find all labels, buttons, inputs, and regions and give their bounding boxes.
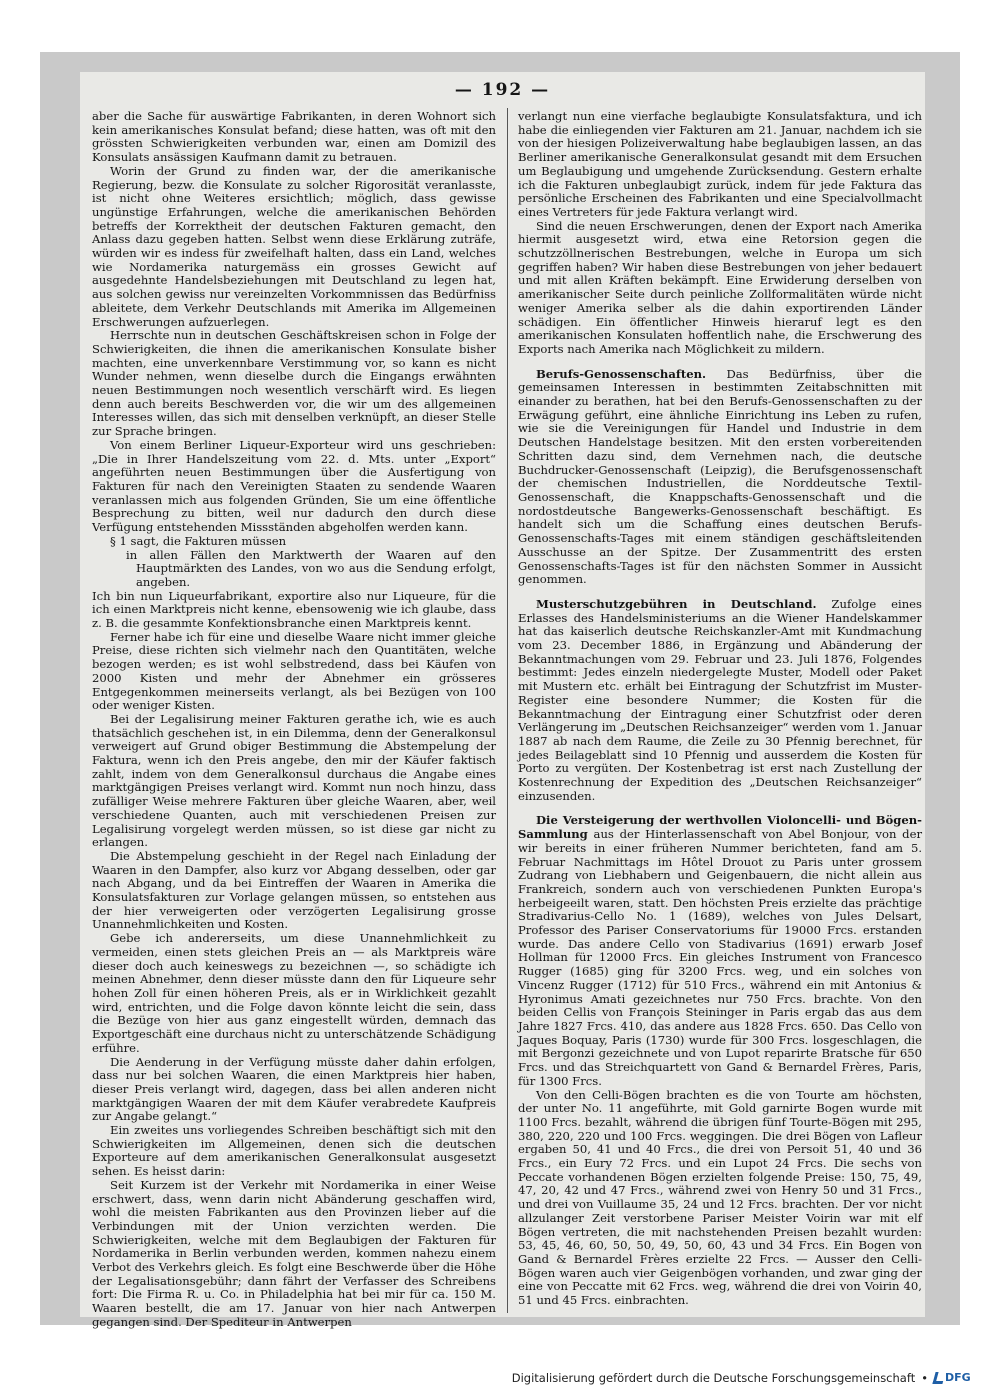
paragraph: Herrschte nun in deutschen Geschäftskreisen schon in Folge der Schwierigkeiten, die ihnen die amerikanischen Konsulate bisher machten, eine unverkennbare Verstimmung vor, so kann es nicht Wunder nehmen, wenn dieselbe durch die Eingangs erwähnten neuen Bestimmungen noch wesentlich verschärft wird. Es liegen denn auch bereits Beschwerden vor, die wir um des allgemeinen Interesses willen, das sich mit denselben verknüpft, an dieser Stelle zur Sprache bringen. <box>92 328 496 439</box>
left-column <box>92 109 496 1329</box>
digitization-footer <box>511 1370 971 1386</box>
column-divider <box>507 108 508 1313</box>
paragraph: Seit Kurzem ist der Verkehr mit Nordamerika in einer Weise erschwert, dass, wenn darin nicht Abänderung geschaffen wird, wohl die meisten Fabrikanten aus den Provinzen lieber auf die Verbindungen mit der Union verzichten werden. Die Schwierigkeiten, welche mit dem Beglaubigen der Fakturen für Nordamerika in Berlin verbunden werden, kommen nahezu einem Verbot des Verkehrs gleich. Es folgt eine Beschwerde über die Höhe der Legalisationsgebühr; dann fährt der Verfasser des Schreibens fort: Die Firma R. u. Co. in Philadelphia hat bei mir für ca. 150 M. Waaren bestellt, die am 17. Januar von hier nach Antwerpen gegangen sind. Der Spediteur in Antwerpen <box>92 1177 496 1329</box>
paragraph: Ein zweites uns vorliegendes Schreiben beschäftigt sich mit den Schwierigkeiten im Allgemeinen, denen sich die deutschen Exporteure auf dem amerikanischen Generalkonsulat ausgesetzt sehen. Es heisst darin: <box>92 1123 496 1179</box>
footer-separator: • <box>921 1371 928 1385</box>
article-heading: Musterschutzgebühren in Deutschland. <box>536 596 817 611</box>
paragraph: Die Abstempelung geschieht in der Regel nach Einladung der Waaren in den Dampfer, also kurz vor Abgang desselben, oder gar nach Abgang, und da bei Eintreffen der Waaren in Amerika die Konsulatsfakturen zur Vorlage gelangen müssen, so entstehen aus der hier verweigerten oder verzögerten Legalisirung grosse Unannehmlichkeiten und Kosten. <box>92 848 496 932</box>
paragraph: Die Aenderung in der Verfügung müsste daher dahin erfolgen, dass nur bei solchen Waaren, die einen Marktpreis hier haben, dieser Preis verlangt wird, dagegen, dass bei allen anderen nicht marktgängigen Waaren der mit dem Käufer verabredete Kaufpreis zur Angabe gelangt.“ <box>92 1054 496 1124</box>
paragraph: aber die Sache für auswärtige Fabrikanten, in deren Wohnort sich kein amerikanisches Konsulat befand; diese hatten, was oft mit den grössten Schwierigkeiten verbunden war, einen am Domizil des Konsulats ansässigen Kaufmann damit zu betrauen. <box>92 109 496 165</box>
footer-text: Digitalisierung gefördert durch die Deutsche Forschungsgemeinschaft <box>511 1371 916 1385</box>
paragraph: Von den Celli-Bögen brachten es die von Tourte am höchsten, der unter No. 11 angeführte, mit Gold garnirte Bogen wurde mit 1100 Frcs. bezahlt, während die übrigen fünf Tourte-Bögen mit 295, 380, 220, 220 und 100 Frcs. weggingen. Die drei Bögen von Lafleur ergaben 50, 41 und 40 Frcs., die drei von Persoit 51, 40 und 36 Frcs., ein Eury 72 Frcs. und ein Lupot 24 Frcs. Die sechs von Peccate vorhandenen Bögen erzielten folgende Preise: 150, 75, 49, 47, 20, 42 und 47 Frcs., während zwei von Henry 50 und 31 Frcs., und drei von Vuillaume 35, 24 und 12 Frcs. brachten. Der vor nicht allzulanger Zeit verstorbene Pariser Meister Voirin war mit elf Bögen vertreten, die mit nachstehenden Preisen bezahlt wurden: 53, 45, 46, 60, 50, 50, 49, 50, 60, 43 und 34 Frcs. Ein Bogen von Gand & Bernardel Frères erzielte 22 Frcs. — Ausser den Celli-Bögen waren auch vier Geigenbögen vorhanden, und zwar ging der eine von Peccatte mit 62 Frcs. weg, während die drei von Voirin 40, 51 und 45 Frcs. einbrachten. <box>518 1087 922 1308</box>
article-musterschutzgebuehren: Musterschutzgebühren in Deutschland. Zufolge eines Erlasses des Handelsministeriums an die Wiener Handelskammer hat das kaiserlich deutsche Reichskanzler-Amt mit Kundmachung vom 23. December 1886, in Ergänzung und Abänderung der Bekanntmachungen vom 29. Februar und 23. Juli 1876, Folgendes bestimmt: Jedes einzeln niedergelegte Muster, Modell oder Paket mit Mustern etc. erhält bei Eintragung der Schutzfrist im Muster-Register eine besondere Nummer; die Kosten für die Bekanntmachung der Eintragung einer Schutzfrist oder deren Verlängerung im „Deutschen Reichsanzeiger“ werden vom 1. Januar 1887 ab nach dem Raume, die Zeile zu 30 Pfennig berechnet, für jedes Beilageblatt sind 10 Pfennig und ausserdem die Kosten für Porto zu vergüten. Der Kostenbetrag ist erst nach Zustellung der Kostenrechnung der Expedition des „Deutschen Reichsanzeiger“ einzusenden. <box>518 596 922 803</box>
dfg-logo-icon <box>934 1370 971 1386</box>
paragraph: Bei der Legalisirung meiner Fakturen gerathe ich, wie es auch thatsächlich geschehen ist, in ein Dilemma, denn der Generalkonsul verweigert auf Grund obiger Bestimmung die Abstempelung der Faktura, wenn ich den Preis angebe, den mir der Käufer faktisch zahlt, indem von dem Generalkonsul durchaus die Angabe eines marktgängigen Preises verlangt wird. Kommt nun noch hinzu, dass zufälliger Weise mehrere Fakturen über gleiche Waaren, aber, weil verschiedene Quanten, auch mit verschiedenen Preisen zur Legalisirung vorgelegt werden müssen, so ist diese gar nicht zu erlangen. <box>92 711 496 850</box>
right-column <box>518 110 922 1315</box>
paragraph: Worin der Grund zu finden war, der die amerikanische Regierung, bezw. die Konsulate zu solcher Rigorosität veranlasste, ist nicht ohne Weiteres ersichtlich; möglich, dass gewisse ungünstige Erfahrungen, welche die amerikanischen Behörden betreffs der Korrektheit der deutschen Fakturen gemacht, den Anlass dazu gegeben hatten. Selbst wenn diese Erklärung zuträfe, würden wir es indess für zweifelhaft halten, dass ein Land, welches wie Nordamerika naturgemäss ein grosses Gewicht auf ausgedehnte Handelsbeziehungen mit Deutschland zu legen hat, aus solchen gewiss nur vereinzelten Vorkommnissen das Bedürfniss ableitete, dem Verkehr Deutschlands mit Amerika im Allgemeinen Erschwerungen aufzuerlegen. <box>92 163 496 329</box>
paragraph: verlangt nun eine vierfache beglaubigte Konsulatsfaktura, und ich habe die einliegenden vier Fakturen am 21. Januar, nachdem ich sie von der hiesigen Polizeiverwaltung habe beglaubigen lassen, an das Berliner amerikanische Generalkonsulat gesandt mit dem Ersuchen um Beglaubigung und umgehende Zurücksendung. Gestern erhalte ich die Fakturen unbeglaubigt zurück, indem für jede Faktura das persönliche Erscheinen des Fabrikanten und eine Specialvollmacht eines Vertreters für jede Faktura verlangt wird. <box>518 109 922 219</box>
paragraph: Ferner habe ich für eine und dieselbe Waare nicht immer gleiche Preise, diese richten sich vielmehr nach den Quantitäten, welche bezogen werden; es ist wohl selbstredend, dass bei Käufen von 2000 Kisten und mehr der Abnehmer ein grösseres Entgegenkommen meinerseits verlangt, als bei Bezügen von 100 oder weniger Kisten. <box>92 629 496 713</box>
article-berufs-genossenschaften: Berufs-Genossenschaften. Das Bedürfniss, über die gemeinsamen Interessen in bestimmten Zeitabschnitten mit einander zu berathen, hat bei den Berufs-Genossenschaften zu der Erwägung geführt, eine ähnliche Einrichtung ins Leben zu rufen, wie sie die Vereinigungen für Handel und Industrie in dem Deutschen Handelstage besitzen. Mit den ersten vorbereitenden Schritten dazu sind, dem Vernehmen nach, die deutsche Buchdrucker-Genossenschaft (Leipzig), die Berufsgenossenschaft der chemischen Industriellen, die Norddeutsche Textil-Genossenschaft, die Knappschafts-Genossenschaft und die nordostdeutsche Bangewerks-Genossenschaft beschäftigt. Es handelt sich um die Schaffung eines deutschen Berufs-Genossenschafts-Tages mit einem ständigen geschäftsleitenden Ausschusse an der Spitze. Der Zusammentritt des ersten Genossenschafts-Tages ist für den nächsten Sommer in Aussicht genommen. <box>518 366 922 587</box>
paragraph: Gebe ich andererseits, um diese Unannehmlichkeit zu vermeiden, einen stets gleichen Preis an — als Marktpreis wäre dieser doch auch keineswegs zu bezeichnen —, so schädigte ich meinen Abnehmer, denn dieser müsste dann den für Liqueure sehr hohen Zoll für einen höheren Preis, als er in Wirklichkeit gezahlt wird, entrichten, und die Folge davon könnte leicht die sein, dass die Bezüge von hier aus ganz eingestellt würden, demnach das Exportgeschäft eine durchaus nicht zu unterschätzende Schädigung erführe. <box>92 931 496 1055</box>
article-heading: Die Versteigerung der werthvollen Violoncelli- und Bögen-Sammlung <box>518 813 922 842</box>
page-number: — 192 — <box>454 80 551 100</box>
paragraph: § 1 sagt, die Fakturen müssen <box>110 533 287 548</box>
dfg-mark <box>932 1372 945 1384</box>
dfg-logo-text: DFG <box>945 1371 971 1384</box>
newspaper-page <box>80 72 925 1329</box>
article-heading: Berufs-Genossenschaften. <box>536 366 707 381</box>
quoted-regulation: in allen Fällen den Marktwerth der Waaren auf den Hauptmärkten des Landes, von wo aus die Sendung erfolgt, angeben. <box>126 547 496 589</box>
paragraph: Ich bin nun Liqueurfabrikant, exportire also nur Liqueure, für die ich einen Marktpreis nicht kenne, ebensowenig wie ich glaube, dass z. B. die gesammte Konfektionsbranche einen Marktpreis kennt. <box>92 588 496 631</box>
article-versteigerung: Die Versteigerung der werthvollen Violoncelli- und Bögen-Sammlung aus der Hinterlassenschaft von Abel Bonjour, von der wir bereits in einer früheren Nummer berichteten, fand am 5. Februar Nachmittags im Hôtel Drouot zu Paris unter grossem Zudrang von Liebhabern und Geigenbauern, die nicht allein aus Frankreich, sondern auch von verschiedenen Punkten Europa's herbeigeeilt waren, statt. Den höchsten Preis erzielte das prächtige Stradivarius-Cello No. 1 (1689), welches von Jules Delsart, Professor des Pariser Conservatoriums für 19000 Frcs. erstanden wurde. Das andere Cello von Stadivarius (1691) erwarb Josef Hollman für 12000 Frcs. Ein gleiches Instrument von Francesco Rugger (1685) ging für 3200 Frcs. weg, und ein solches von Vincenz Rugger (1712) für 510 Frcs., während ein mit Antonius & Hyronimus Amati gezeichnetes nur 750 Frcs. brachte. Von den beiden Cellis von François Steininger in Paris ergab das aus dem Jahre 1827 Frcs. 410, das andere aus 1828 Frcs. 650. Das Cello von Jaques Boquay, Paris (1730) wurde für 300 Frcs. losgeschlagen, die mit Bergonzi gezeichnete und von Lupot reparirte Bratsche für 650 Frcs. und das Streichquartett von Gand & Bernardel Frères, Paris, für 1300 Frcs. <box>518 813 922 1088</box>
paragraph: Sind die neuen Erschwerungen, denen der Export nach Amerika hiermit ausgesetzt wird, etwa eine Retorsion gegen die schutzzöllnerischen Bestrebungen, welche in Europa um sich gegriffen haben? Wir haben diese Bestrebungen von jeher bedauert und mit allen Kräften bekämpft. Eine Erwiderung derselben von amerikanischer Seite durch peinliche Zollformalitäten würde nicht weniger Amerika selber als die dahin exportirenden Länder schädigen. Ein öffentlicher Hinweis hieraruf legt es den amerikanischen Konsulaten hoffentlich nahe, die Erschwerung des Exports nach Amerika nach Möglichkeit zu mildern. <box>518 218 922 356</box>
paragraph: Von einem Berliner Liqueur-Exporteur wird uns geschrieben: „Die in Ihrer Handelszeitung vom 22. d. Mts. unter „Export“ angeführten neuen Bestimmungen über die Ausfertigung von Fakturen für nach den Vereinigten Staaten zu sendende Waaren veranlassen mich aus folgenden Gründen, Sie um eine öffentliche Besprechung zu bitten, weil nur dadurch den durch diese Verfügung entstehenden Missständen abgeholfen werden kann. <box>92 437 496 535</box>
